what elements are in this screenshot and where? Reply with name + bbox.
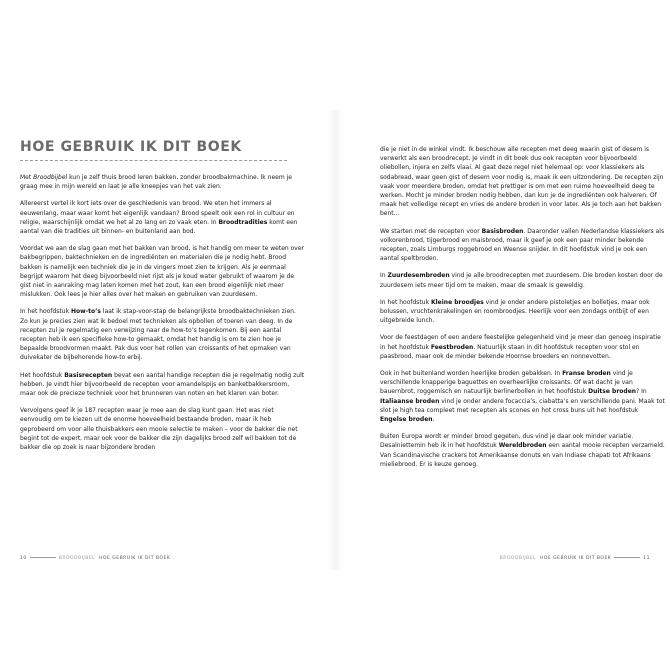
right-page-footer [500, 556, 650, 561]
left-paragraph [20, 244, 305, 299]
left-paragraph [20, 173, 305, 191]
body-text: In [380, 272, 388, 280]
footer-rule [614, 557, 640, 558]
right-paragraph [380, 369, 665, 424]
left-paragraph [20, 307, 305, 362]
body-text: vind je onder andere pistoletjes en bolletjes, maar ook bolussen, vruchtenkrakelingen en roombroodjes. Heerlijk voor een zondags ontbijt of een uitgebreide lunch. [380, 298, 650, 325]
body-text: Voor de feestdagen of een andere feestelijke gelegenheid vind je meer dan genoeg inspiratie in het hoofdstuk [380, 334, 661, 351]
chapter-reference: Italiaanse broden [380, 397, 440, 405]
page-title: HOE GEBRUIK IK DIT BOEK [20, 139, 242, 155]
body-text: ? In [636, 388, 647, 396]
body-text: kun je zelf thuis brood leren bakken, zonder broodbakmachine. Ik neem je graag mee in mijn wereld en laat je alle kneepjes van het vak zien. [20, 174, 292, 191]
right-paragraph [380, 333, 665, 361]
running-section-title: HOE GEBRUIK IK DIT BOEK [99, 556, 171, 561]
left-paragraph [20, 406, 305, 452]
title-divider [20, 160, 287, 161]
running-section-title: HOE GEBRUIK IK DIT BOEK [539, 556, 612, 561]
left-paragraph [20, 199, 305, 236]
chapter-reference: Feestbroden [430, 343, 474, 351]
right-paragraph [380, 298, 665, 326]
page-number: 10 [20, 556, 27, 561]
page-number: 11 [643, 556, 650, 561]
body-text: vind je alle broodrecepten met zuurdesem. Die broden kosten door de zuurdesem iets meer tijd om te maken, maar de smaak is geweldig. [380, 272, 663, 289]
running-book-title: BROODBIJBEL [58, 556, 96, 561]
left-page-body [20, 173, 305, 460]
body-text: vind je verschillende knapperige baguettes en overheerlijke croissants. Of wat dacht je van bauernbrot, roggemisch en natuurlijk berlinerbollen in het hoofdstuk [380, 370, 633, 396]
body-text: Buiten Europa wordt er minder brood gegeten, dus vind je daar ook minder variatie. Desalniettemin heb ik in het hoofdstuk [380, 433, 634, 450]
body-text: Voordat we aan de slag gaan met het bakken van brood, is het handig om meer te weten over bakbegrippen, baktechnieken en de ingrediënten en materialen die je nodig hebt. Brood bakken is namelijk een techniek die je in de vingers moet zien te krijgen. Als je eenmaal begrijpt waarom het deeg bijvoorbeeld niet rijst als je koud water gebruikt of waarom je de gist niet in aanraking mag laten komen met het zout, kan een brood eigenlijk niet meer mislukken. Ook lees je hier alles over het maken en gebruiken van zuurdesem. [20, 245, 304, 299]
chapter-reference: Duitse broden [588, 388, 637, 396]
chapter-reference: How-to’s [70, 308, 101, 316]
chapter-reference: Engelse broden [380, 416, 433, 424]
right-paragraph [380, 271, 665, 289]
body-text: . Natuurlijk staan in dit hoofdstuk recepten voor stol en paasbrood, maar ook de minder bekende Hoornse broeders en nonnevotten. [380, 343, 640, 360]
right-page [335, 0, 670, 670]
body-text: komt een aantal van die tradities uit binnen- en buitenland aan bod. [20, 218, 298, 236]
book-title-emphasis: Broodbijbel [33, 174, 68, 181]
body-text: bevat een aantal handige recepten die je regelmatig nodig zult hebben. Je vindt hier bijvoorbeeld de recepten voor amandelspijs en banketbakkersroom, maar ook de precieze techniek voor het brunneren van noten en het klaren van boter. [20, 371, 305, 398]
running-book-title: BROODBIJBEL [499, 556, 537, 561]
chapter-reference: Broodtradities [218, 218, 268, 226]
chapter-reference: Kleine broodjes [430, 298, 484, 306]
body-text: Met [20, 174, 34, 181]
footer-rule [30, 557, 56, 558]
body-text: In het hoofdstuk [20, 308, 71, 316]
body-text: die je niet in de winkel vindt. Ik beschouw alle recepten met deeg waarin gist of desem is verwerkt als een broodrecept. Je vindt in dit boek dus ook recepten voor bijvoorbeeld oliebollen, injera en zelfs vlaai. Al gaat deze regel niet helemaal op: voor klassiekers als sodabread, waar geen gist of desem voor nodig is, maak ik een uitzondering. De recepten zijn vaak voor meerdere broden, omdat het prettiger is om met een ruime hoeveelheid deeg te werken. Mocht je minder broden nodig hebben, dan kun je de ingrediënten ook halveren. Of maak het volledige recept en vries de andere broden in voor later. Als je toch aan het bakken bent… [380, 146, 664, 218]
body-text: We starten met de recepten voor [380, 227, 482, 235]
body-text: . Daaronder vallen Nederlandse klassiekers als volkorenbrood, tijgerbrood en maisbrood, maar ik geef je ook een paar minder bekende recepten, zoals Limburgs roggebrood en Weense snijder. In dit hoofdstuk vind je ook een aantal speltbroden. [380, 227, 665, 263]
right-paragraph [380, 227, 665, 264]
left-page-footer [20, 556, 170, 561]
right-paragraph [380, 432, 665, 469]
body-text: Ook in het buitenland worden heerlijke broden gebakken. In [380, 370, 563, 378]
chapter-reference: Wereldbroden [498, 442, 547, 450]
body-text: laat ik stap-voor-stap de belangrijkste broodbaktechnieken zien. Zo kun je precies zien wat ik bedoel met technieken als opbollen of toeren van deeg. In de recepten zul je regelmatig een verwijzing naar de how-to’s tegenkomen. Bij een aantal recepten heb ik een specifieke how-to gemaakt, omdat het handig is om te zien hoe je bepaalde broodvormen maakt. Pak dus voor het rollen van croissants of het opmaken van duivekater de bijbehorende how-to erbij. [20, 308, 296, 362]
chapter-reference: Zuurdesembroden [387, 272, 450, 280]
body-text: een aantal mooie recepten verzameld. Van Scandinavische crackers tot Amerikaanse donuts en van Indiase chapati tot Afrikaans mieliebrood. Er is keuze genoeg. [380, 442, 665, 468]
chapter-reference: Basisrecepten [64, 371, 113, 379]
body-text: vind je onder andere focaccia’s, ciabatta’s en verschillende pani. Maak tot slot je high tea compleet met recepten als scones en hot cross buns uit het hoofdstuk [380, 397, 665, 414]
right-page-body [380, 145, 665, 477]
body-text: Vervolgens geef ik je 187 recepten waar je mee aan de slag kunt gaan. Het was niet eenvoudig om te kiezen uit de enorme hoeveelheid bestaande broden, maar ik heb geprobeerd om voor alle thuisbakkers een mooie selectie te maken – voor de bakker die net begint tot de expert, maar ook voor de bakker die zijn dagelijks brood zelf wil bakken tot de bakker die op zoek is naar bijzondere broden [20, 407, 298, 452]
body-text: Allereerst vertel ik kort iets over de geschiedenis van brood. We eten het immers al eeuwenlang, maar waar komt het eigenlijk vandaan? Brood speelt ook een rol in cultuur en religie, waarschijnlijk omdat we het al zo lang en zo vaak eten. In [20, 200, 295, 226]
chapter-reference: Franse broden [562, 370, 611, 378]
body-text: In het hoofdstuk [380, 298, 431, 306]
body-text: . [432, 416, 435, 424]
chapter-reference: Basisbroden [481, 227, 524, 235]
right-paragraph [380, 145, 665, 219]
body-text: Het hoofdstuk [20, 371, 65, 379]
left-paragraph [20, 371, 305, 399]
